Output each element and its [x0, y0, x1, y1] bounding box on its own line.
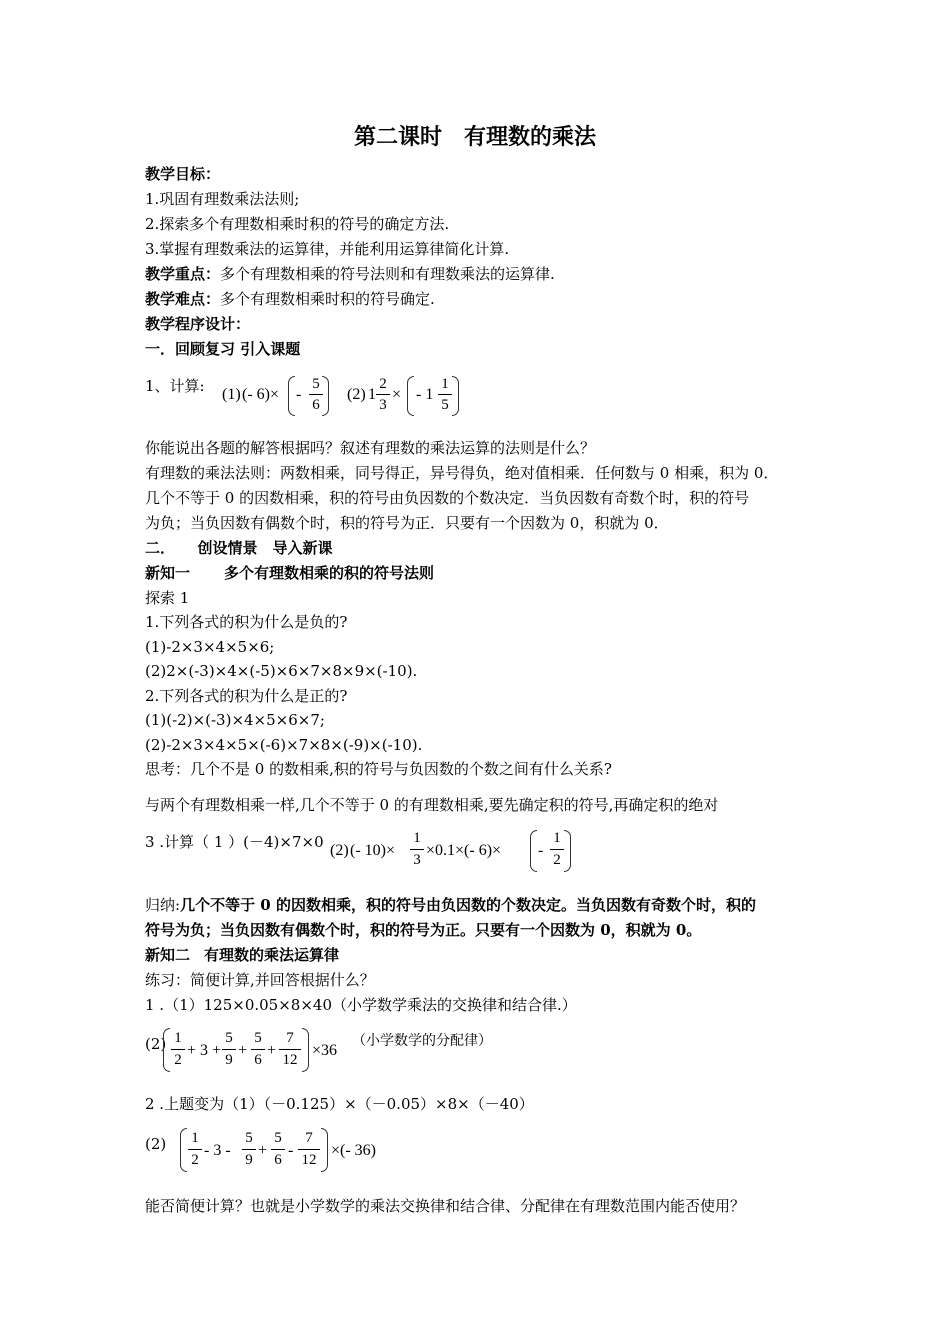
fraction-numerator: 7	[305, 1130, 313, 1146]
difficulty-label: 教学难点：	[145, 290, 221, 308]
new1-heading	[145, 563, 434, 583]
objective-item: 2.探索多个有理数相乘时积的符号的确定方法.	[145, 215, 450, 233]
fraction-numerator: 1	[174, 1030, 182, 1046]
fraction-denominator: 3	[379, 397, 387, 413]
fraction-bar	[298, 1149, 320, 1150]
fraction-bar	[188, 1149, 202, 1150]
explore-line: (1)-2×3×4×5×6;	[145, 638, 275, 656]
q3-expr-b: ×0.1×(- 6)×	[426, 842, 502, 859]
q1-part1-label: (1)	[222, 386, 241, 403]
fraction-bar	[410, 849, 424, 850]
times-neg-36: ×(- 36)	[331, 1142, 377, 1159]
new2-heading	[145, 945, 339, 965]
fraction-bar	[242, 1149, 256, 1150]
fraction-denominator: 2	[191, 1152, 199, 1168]
left-paren	[288, 376, 295, 416]
plus-sign: +	[238, 1042, 248, 1059]
fraction-numerator: 5	[274, 1130, 282, 1146]
explore-line: (2)-2×3×4×5×(-6)×7×8×(-9)×(-10).	[145, 736, 423, 754]
paragraph: 你能说出各题的解答根据吗？叙述有理数的乘法运算的法则是什么？	[145, 439, 596, 457]
key-point-text: 多个有理数相乘的符号法则和有理数乘法的运算律.	[220, 265, 555, 283]
key-point-line	[145, 264, 555, 284]
explore-line: 1.下列各式的积为什么是负的?	[145, 613, 348, 631]
fraction-denominator: 5	[441, 397, 449, 413]
explore-line: 思考：几个不是 0 的数相乘,积的符号与负因数的个数之间有什么关系?	[145, 760, 612, 778]
right-paren	[302, 1028, 309, 1072]
rule-line: 有理数的乘法法则：两数相乘，同号得正，异号得负，绝对值相乘．任何数与 0 相乘，积为 0．	[145, 464, 779, 482]
difficulty-text: 多个有理数相乘时积的符号确定.	[220, 290, 435, 308]
new2-label: 新知二	[145, 946, 191, 964]
fraction-denominator: 9	[225, 1052, 233, 1068]
practice-4-label: (2)	[145, 1135, 167, 1153]
right-paren	[321, 1128, 328, 1172]
q3-part-label: (2)	[330, 842, 349, 859]
fraction-denominator: 6	[312, 397, 320, 413]
fraction-bar	[438, 394, 452, 395]
mixed-whole: 1	[368, 386, 376, 403]
right-paren	[452, 376, 459, 416]
fraction-bar	[251, 1049, 265, 1050]
minus-three: - 3 -	[204, 1142, 231, 1159]
summary-line: 符号为负；当负因数有偶数个时，积的符号为正。只要有一个因数为 0，积就为 0。	[145, 921, 702, 939]
fraction-numerator: 5	[312, 376, 320, 392]
fraction-bar	[279, 1049, 301, 1050]
times-sign: ×	[392, 386, 402, 403]
fraction-numerator: 5	[245, 1130, 253, 1146]
practice-label: 练习：简便计算,并回答根据什么？	[145, 971, 375, 989]
right-paren	[322, 376, 329, 416]
q1-label: 1、计算:	[145, 377, 205, 395]
fraction-bar	[271, 1149, 285, 1150]
fraction-bar	[171, 1049, 185, 1050]
q1-part1-expr: (- 6)×	[242, 386, 280, 403]
q1-formula	[222, 372, 472, 422]
practice-2-formula	[163, 1024, 353, 1076]
design-heading: 教学程序设计：	[145, 315, 251, 333]
fraction-denominator: 12	[301, 1152, 317, 1168]
fraction-denominator: 6	[274, 1152, 282, 1168]
fraction-denominator: 9	[245, 1152, 253, 1168]
times-36: ×36	[312, 1042, 338, 1059]
left-paren	[163, 1028, 170, 1072]
fraction-denominator: 3	[413, 852, 421, 868]
q3-expr-a: (- 10)×	[350, 842, 396, 859]
rule-line: 几个不等于 0 的因数相乘，积的符号由负因数的个数决定．当负因数有奇数个时，积的符号	[145, 489, 750, 507]
fraction-denominator: 2	[174, 1052, 182, 1068]
practice-2-label: (2)	[145, 1035, 167, 1053]
fraction-numerator: 2	[379, 376, 387, 392]
fraction-numerator: 1	[553, 830, 561, 846]
fraction-denominator: 12	[282, 1052, 298, 1068]
summary-label: 归纳:	[145, 896, 181, 914]
fraction-numerator: 5	[225, 1030, 233, 1046]
fraction-numerator: 7	[286, 1030, 294, 1046]
difficulty-line	[145, 289, 435, 309]
practice-line: 2 .上题变为（1）（－0.125）×（－0.05）×8×（－40）	[145, 1095, 534, 1113]
new1-title: 多个有理数相乘的积的符号法则	[224, 564, 435, 582]
objective-item: 3.掌握有理数乘法的运算律，并能利用运算律简化计算.	[145, 240, 510, 258]
minus-sign: -	[288, 1142, 294, 1159]
explore-label: 探索 1	[145, 589, 190, 607]
closing-question: 能否简便计算？也就是小学数学的乘法交换律和结合律、分配律在有理数范围内能否使用？	[145, 1197, 746, 1215]
objective-item: 1.巩固有理数乘法法则;	[145, 190, 300, 208]
mixed-inner: - 1	[416, 386, 434, 403]
fraction-bar	[550, 849, 564, 850]
fraction-bar	[222, 1049, 236, 1050]
left-paren	[180, 1128, 187, 1172]
fraction-bar	[376, 394, 390, 395]
plus-sign: +	[258, 1142, 268, 1159]
summary-line	[145, 895, 756, 915]
fraction-numerator: 1	[441, 376, 449, 392]
objectives-heading: 教学目标：	[145, 165, 221, 183]
rule-line: 为负；当负因数有偶数个时，积的符号为正．只要有一个因数为 0，积就为 0．	[145, 514, 669, 532]
key-point-label: 教学重点：	[145, 265, 221, 283]
section1-heading: 一．回顾复习 引入课题	[145, 340, 301, 358]
plus-three: + 3 +	[187, 1042, 222, 1059]
fraction-numerator: 1	[191, 1130, 199, 1146]
practice-line: 1 .（1）125×0.05×8×40（小学数学乘法的交换律和结合律.）	[145, 996, 577, 1014]
q1-part2-label: (2)	[347, 386, 366, 403]
section2-heading: 二． 创设情景 导入新课	[145, 539, 333, 557]
explore-line: 2.下列各式的积为什么是正的?	[145, 687, 348, 705]
fraction-numerator: 5	[254, 1030, 262, 1046]
explore-line: (1)(-2)×(-3)×4×5×6×7;	[145, 711, 325, 729]
new1-label: 新知一	[145, 564, 191, 582]
fraction-numerator: 1	[413, 830, 421, 846]
page-title: 第二课时 有理数的乘法	[353, 125, 596, 150]
plus-sign: +	[267, 1042, 277, 1059]
left-paren	[407, 376, 414, 416]
fraction-denominator: 2	[553, 852, 561, 868]
q3-formula	[330, 826, 580, 876]
explore-line: (2)2×(-3)×4×(-5)×6×7×8×9×(-10).	[145, 662, 418, 680]
right-paren	[564, 830, 571, 872]
minus-sign: -	[538, 842, 544, 859]
left-paren	[530, 830, 537, 872]
q3-label: 3 .计算（ 1 ）(－4)×7×0	[145, 833, 324, 851]
new2-title: 有理数的乘法运算律	[204, 946, 340, 964]
fraction-bar	[309, 394, 323, 395]
think-answer: 与两个有理数相乘一样,几个不等于 0 的有理数相乘,要先确定积的符号,再确定积的绝对	[145, 796, 719, 814]
summary-text: 几个不等于 0 的因数相乘，积的符号由负因数的个数决定。当负因数有奇数个时，积的	[180, 896, 756, 914]
practice-2-note: （小学数学的分配律）	[352, 1033, 492, 1049]
fraction-denominator: 6	[254, 1052, 262, 1068]
minus-sign: -	[296, 386, 302, 403]
practice-4-formula	[180, 1124, 400, 1176]
